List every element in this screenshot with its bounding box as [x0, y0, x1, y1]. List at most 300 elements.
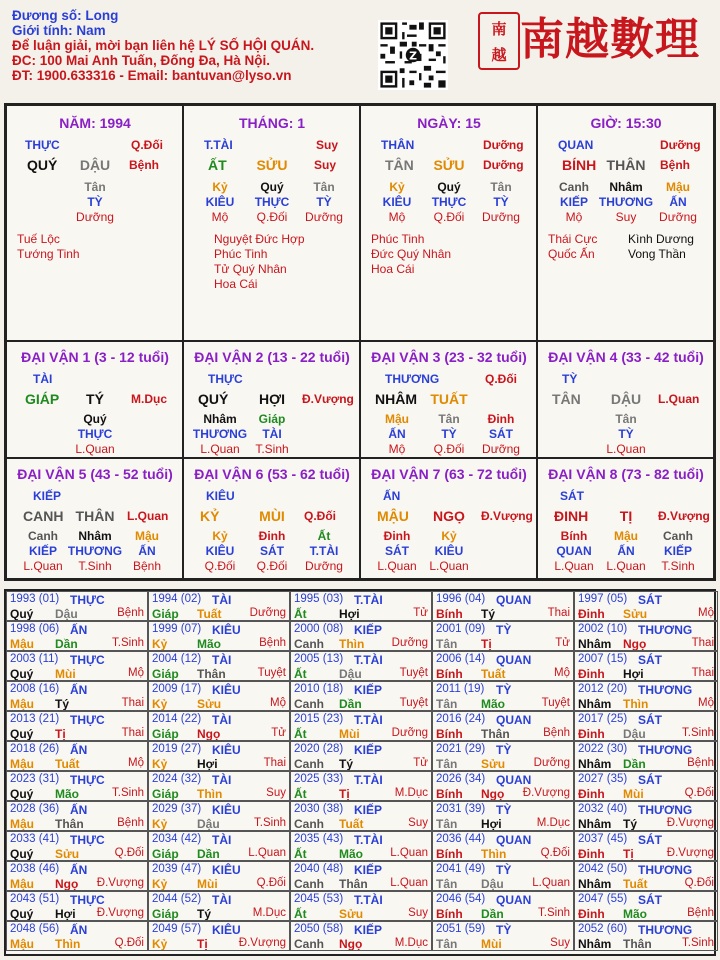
year-cell[interactable] [6, 591, 148, 621]
year-stem: Tân [436, 757, 458, 771]
year-cell[interactable] [574, 801, 718, 831]
year-god: KIÊU [212, 923, 241, 937]
year-cell[interactable] [148, 831, 290, 861]
hidden-state: L.Quan [554, 559, 594, 573]
year-label: 2000 (08) [294, 623, 344, 635]
year-god: THƯƠNG [638, 623, 693, 637]
year-cell[interactable] [6, 831, 148, 861]
year-cell[interactable] [574, 591, 718, 621]
year-god: TỲ [496, 923, 512, 937]
dai-van-8[interactable] [537, 458, 714, 579]
year-label: 1996 (04) [436, 593, 486, 605]
year-god: SÁT [638, 593, 662, 607]
seal-stamp: 南 越 [478, 12, 520, 70]
year-stem: Nhâm [578, 757, 612, 771]
year-label: 2036 (44) [436, 833, 486, 845]
year-stem: Mậu [10, 937, 34, 951]
hidden-stem: Đinh [487, 412, 515, 426]
year-state: Suy [550, 937, 570, 949]
year-god: KIẾP [354, 923, 383, 937]
year-god: KIẾP [354, 623, 383, 637]
hidden-stem: Tân [490, 180, 512, 194]
year-stem: Mậu [10, 757, 34, 771]
year-state: Dưỡng [533, 757, 570, 769]
year-god: KIẾP [354, 863, 383, 877]
year-state: Mộ [270, 697, 286, 709]
year-state: L.Quan [248, 847, 286, 859]
year-label: 2028 (36) [10, 803, 60, 815]
pillar-1[interactable] [6, 105, 183, 341]
year-branch: Hợi [197, 757, 218, 771]
star-name: Hoa Cái [371, 262, 415, 276]
year-label: 2042 (50) [578, 863, 628, 875]
year-branch: Tuất [339, 817, 364, 831]
year-stem: Kỷ [152, 697, 168, 711]
star-name: Quốc Ấn [548, 247, 595, 261]
year-label: 2046 (54) [436, 893, 486, 905]
year-label: 2031 (39) [436, 803, 486, 815]
year-cell[interactable] [148, 681, 290, 711]
year-cell[interactable] [148, 801, 290, 831]
year-cell[interactable] [432, 861, 574, 891]
hidden-stem: Tân [84, 180, 106, 194]
year-cell[interactable] [290, 711, 432, 741]
year-branch: Dậu [339, 667, 362, 681]
year-state: Đ.Vượng [96, 907, 144, 919]
year-state: Dưỡng [391, 637, 428, 649]
year-cell[interactable] [432, 621, 574, 651]
pillar-stem: ẤT [208, 157, 227, 173]
year-stem: Kỷ [152, 877, 168, 891]
hidden-god: THƯƠNG [598, 195, 654, 209]
dai-van-4[interactable] [537, 341, 714, 458]
year-label: 2022 (30) [578, 743, 628, 755]
year-state: Bệnh [117, 817, 144, 829]
year-label: 1999 (07) [152, 623, 202, 635]
year-cell[interactable] [574, 921, 718, 951]
annual-luck-grid [4, 589, 716, 956]
dai-van-stem: MẬU [377, 508, 409, 524]
year-stem: Nhâm [578, 937, 612, 951]
year-god: QUAN [496, 593, 532, 607]
dai-van-god: TÀI [33, 372, 53, 386]
dai-van-2[interactable] [183, 341, 360, 458]
year-stem: Kỷ [152, 937, 168, 951]
year-cell[interactable] [290, 591, 432, 621]
year-branch: Dậu [55, 607, 78, 621]
star-name: Hoa Cái [214, 277, 258, 291]
year-stem: Ất [294, 607, 307, 621]
year-cell[interactable] [148, 891, 290, 921]
hidden-state: Bệnh [132, 559, 162, 573]
year-label: 2019 (27) [152, 743, 202, 755]
year-cell[interactable] [148, 861, 290, 891]
year-stem: Mậu [10, 637, 34, 651]
year-cell[interactable] [290, 741, 432, 771]
year-cell[interactable] [574, 681, 718, 711]
year-label: 2044 (52) [152, 893, 202, 905]
year-state: Thai [121, 697, 144, 709]
dai-van-title: ĐẠI VẬN 5 (43 - 52 tuổi) [17, 466, 173, 482]
year-label: 2012 (20) [578, 683, 628, 695]
dai-van-state: Q.Đối [485, 372, 517, 386]
owner-gender: Giới tính: Nam [12, 23, 106, 38]
year-state: M.Dục [394, 787, 428, 799]
year-label: 2003 (11) [10, 653, 59, 665]
year-cell[interactable] [290, 771, 432, 801]
year-label: 2052 (60) [578, 923, 628, 935]
dai-van-stem: ĐINH [554, 508, 589, 524]
year-stem: Canh [294, 817, 324, 831]
year-label: 2004 (12) [152, 653, 202, 665]
year-cell[interactable] [148, 921, 290, 951]
hidden-state: L.Quan [75, 442, 115, 456]
year-cell[interactable] [6, 711, 148, 741]
dai-van-1[interactable] [6, 341, 183, 458]
year-branch: Tý [55, 697, 70, 711]
hidden-state: Dưỡng [482, 442, 520, 456]
year-god: T.TÀI [354, 593, 383, 607]
year-label: 2037 (45) [578, 833, 628, 845]
star-name: Phúc Tinh [214, 247, 268, 261]
year-cell[interactable] [148, 591, 290, 621]
hidden-god: ẤN [617, 544, 635, 558]
year-stem: Giáp [152, 847, 179, 861]
year-stem: Mậu [10, 817, 34, 831]
hidden-stem: Quý [83, 412, 107, 426]
hidden-stem: Kỷ [212, 180, 228, 194]
year-label: 2041 (49) [436, 863, 486, 875]
year-cell[interactable] [574, 621, 718, 651]
year-branch: Ngọ [55, 877, 79, 891]
year-branch: Mùi [481, 937, 502, 951]
year-label: 2017 (25) [578, 713, 628, 725]
pillar-3[interactable] [360, 105, 537, 341]
year-state: Thai [121, 727, 144, 739]
year-cell[interactable] [148, 741, 290, 771]
year-god: KIÊU [212, 743, 241, 757]
year-branch: Tuất [623, 877, 648, 891]
year-branch: Hợi [623, 667, 644, 681]
dai-van-god: TỲ [562, 372, 578, 386]
year-branch: Sửu [55, 847, 80, 861]
year-branch: Thân [197, 667, 226, 681]
dai-van-branch: TỊ [619, 508, 633, 524]
year-god: T.TÀI [354, 653, 383, 667]
year-state: Tử [413, 757, 428, 769]
dai-van-branch: TÝ [86, 391, 104, 407]
year-branch: Dậu [197, 817, 220, 831]
year-state: L.Quan [390, 877, 428, 889]
pillar-2[interactable] [183, 105, 360, 341]
year-cell[interactable] [6, 741, 148, 771]
hidden-stem: Đinh [383, 529, 411, 543]
dai-van-title: ĐẠI VẬN 4 (33 - 42 tuổi) [548, 349, 704, 365]
year-label: 2024 (32) [152, 773, 202, 785]
star-name: Kình Dương [628, 232, 694, 246]
year-state: Tử [271, 727, 286, 739]
dai-van-5[interactable] [6, 458, 183, 579]
year-stem: Quý [10, 907, 34, 921]
pillar-status: Dưỡng [483, 158, 524, 172]
year-branch: Thân [623, 937, 652, 951]
year-branch: Tị [339, 787, 350, 801]
hidden-state: Dưỡng [76, 210, 114, 224]
pillar-4[interactable] [537, 105, 714, 341]
year-stem: Đinh [578, 787, 605, 801]
year-branch: Sửu [623, 607, 648, 621]
year-cell[interactable] [432, 921, 574, 951]
year-label: 2010 (18) [294, 683, 344, 695]
year-branch: Tý [339, 757, 354, 771]
contact-address: ĐC: 100 Mai Anh Tuấn, Đống Đa, Hà Nội. [12, 53, 271, 68]
hidden-stem: Quý [260, 180, 284, 194]
year-state: Đ.Vượng [522, 787, 570, 799]
pillar-state: Dưỡng [660, 138, 701, 152]
year-cell[interactable] [574, 711, 718, 741]
year-stem: Bính [436, 907, 463, 921]
year-branch: Tý [481, 607, 496, 621]
year-state: Mộ [128, 667, 144, 679]
year-god: TÀI [212, 713, 232, 727]
hidden-state: L.Quan [606, 442, 646, 456]
hidden-state: Dưỡng [305, 559, 343, 573]
hidden-stem: Canh [663, 529, 693, 543]
year-branch: Thân [339, 877, 368, 891]
year-branch: Tuất [197, 607, 222, 621]
year-god: QUAN [496, 833, 532, 847]
year-state: Q.Đối [114, 847, 144, 859]
year-state: Q.Đối [684, 877, 714, 889]
hidden-stem: Kỷ [441, 529, 457, 543]
year-god: QUAN [496, 893, 532, 907]
year-state: Suy [266, 787, 286, 799]
year-state: Tuyệt [541, 697, 570, 709]
hidden-god: TỲ [618, 427, 634, 441]
year-god: ẤN [70, 743, 88, 757]
hidden-god: SÁT [260, 544, 284, 558]
year-cell[interactable] [6, 681, 148, 711]
star-name: Tướng Tinh [17, 247, 80, 261]
hidden-stem: Nhâm [203, 412, 237, 426]
hidden-state: L.Quan [377, 559, 417, 573]
year-state: Tử [413, 607, 428, 619]
year-god: SÁT [638, 893, 662, 907]
year-cell[interactable] [432, 801, 574, 831]
year-stem: Ất [294, 727, 307, 741]
year-cell[interactable] [290, 831, 432, 861]
year-stem: Mậu [10, 877, 34, 891]
pillar-branch: SỬU [256, 157, 288, 173]
year-god: SÁT [638, 713, 662, 727]
dai-van-title: ĐẠI VẬN 2 (13 - 22 tuổi) [194, 349, 350, 365]
star-name: Phúc Tinh [371, 232, 425, 246]
year-state: Bệnh [687, 757, 714, 769]
hidden-god: KIẾP [28, 544, 58, 558]
dai-van-stem: GIÁP [25, 391, 60, 407]
year-state: T.Sinh [254, 817, 286, 829]
year-cell[interactable] [6, 621, 148, 651]
dai-van-title: ĐẠI VẬN 6 (53 - 62 tuổi) [194, 466, 350, 482]
year-cell[interactable] [432, 831, 574, 861]
hidden-god: SÁT [489, 427, 513, 441]
hidden-stem: Nhâm [609, 180, 643, 194]
year-stem: Tân [436, 877, 458, 891]
year-cell[interactable] [574, 741, 718, 771]
year-cell[interactable] [148, 651, 290, 681]
year-state: M.Dục [252, 907, 286, 919]
year-label: 2016 (24) [436, 713, 486, 725]
year-cell[interactable] [148, 621, 290, 651]
dai-van-stem: TÂN [552, 391, 581, 407]
hidden-state: Q.Đối [256, 210, 288, 224]
year-god: ẤN [70, 863, 88, 877]
year-stem: Bính [436, 847, 463, 861]
year-branch: Thìn [197, 787, 223, 801]
year-god: THỰC [70, 593, 105, 607]
year-cell[interactable] [290, 681, 432, 711]
year-stem: Bính [436, 727, 463, 741]
dai-van-branch: HỢI [259, 391, 285, 407]
year-stem: Canh [294, 697, 324, 711]
year-cell[interactable] [290, 621, 432, 651]
year-label: 2035 (43) [294, 833, 344, 845]
hidden-state: Q.Đối [204, 559, 236, 573]
year-cell[interactable] [574, 651, 718, 681]
year-label: 2015 (23) [294, 713, 344, 725]
year-state: Suy [408, 817, 428, 829]
year-branch: Ngọ [197, 727, 221, 741]
year-cell[interactable] [290, 921, 432, 951]
year-branch: Dần [481, 907, 504, 921]
year-stem: Tân [436, 637, 458, 651]
year-cell[interactable] [574, 771, 718, 801]
year-cell[interactable] [574, 861, 718, 891]
year-label: 2027 (35) [578, 773, 628, 785]
year-cell[interactable] [432, 711, 574, 741]
year-stem: Đinh [578, 667, 605, 681]
year-cell[interactable] [574, 831, 718, 861]
year-cell[interactable] [574, 891, 718, 921]
year-god: TỲ [496, 743, 512, 757]
year-label: 2034 (42) [152, 833, 202, 845]
year-cell[interactable] [432, 741, 574, 771]
year-cell[interactable] [432, 771, 574, 801]
year-stem: Nhâm [578, 877, 612, 891]
hidden-stem: Kỷ [212, 529, 228, 543]
year-god: THƯƠNG [638, 863, 693, 877]
year-god: SÁT [638, 653, 662, 667]
year-cell[interactable] [432, 591, 574, 621]
year-god: SÁT [638, 833, 662, 847]
year-cell[interactable] [290, 891, 432, 921]
dai-van-7[interactable] [360, 458, 537, 579]
hidden-god: ẤN [669, 195, 687, 209]
dai-van-stem: KỶ [200, 508, 220, 524]
hidden-god: TỲ [441, 427, 457, 441]
year-branch: Hợi [55, 907, 76, 921]
year-state: Đ.Vượng [666, 847, 714, 859]
year-state: Q.Đối [684, 787, 714, 799]
pillar-branch: SỬU [433, 157, 465, 173]
year-cell[interactable] [290, 801, 432, 831]
year-cell[interactable] [290, 651, 432, 681]
hidden-stem: Canh [559, 180, 589, 194]
year-branch: Thìn [55, 937, 81, 951]
hidden-god: THƯƠNG [67, 544, 123, 558]
year-label: 2043 (51) [10, 893, 60, 905]
dai-van-title: ĐẠI VẬN 7 (63 - 72 tuổi) [371, 466, 527, 482]
year-cell[interactable] [148, 771, 290, 801]
hidden-god: THỰC [431, 195, 467, 209]
year-label: 2011 (19) [436, 683, 485, 695]
pillar-stem: QUÝ [27, 157, 58, 173]
year-branch: Dần [55, 637, 78, 651]
year-cell[interactable] [6, 651, 148, 681]
hidden-state: Dưỡng [482, 210, 520, 224]
hidden-state: T.Sinh [78, 559, 112, 573]
year-cell[interactable] [6, 771, 148, 801]
year-cell[interactable] [6, 801, 148, 831]
year-label: 2038 (46) [10, 863, 60, 875]
year-cell[interactable] [6, 861, 148, 891]
year-cell[interactable] [432, 651, 574, 681]
year-label: 2007 (15) [578, 653, 628, 665]
hidden-stem: Mậu [135, 529, 159, 543]
year-cell[interactable] [6, 921, 148, 951]
hidden-state: Suy [615, 210, 637, 224]
star-name: Tử Quý Nhân [214, 262, 287, 276]
year-branch: Dần [197, 847, 220, 861]
year-state: Mộ [554, 667, 570, 679]
year-god: TỲ [496, 803, 512, 817]
year-cell[interactable] [6, 891, 148, 921]
dai-van-status: Q.Đối [304, 509, 336, 523]
year-state: Dưỡng [391, 727, 428, 739]
year-state: Mộ [698, 697, 714, 709]
year-label: 2001 (09) [436, 623, 486, 635]
year-cell[interactable] [290, 861, 432, 891]
pillar-state: Q.Đối [131, 138, 163, 152]
hidden-god: KIÊU [205, 544, 235, 558]
dai-van-status: Đ.Vượng [481, 509, 533, 523]
year-stem: Nhâm [578, 817, 612, 831]
year-stem: Ất [294, 667, 307, 681]
year-cell[interactable] [148, 711, 290, 741]
year-state: T.Sinh [112, 637, 144, 649]
dai-van-6[interactable] [183, 458, 360, 579]
year-state: Q.Đối [256, 877, 286, 889]
year-label: 2039 (47) [152, 863, 202, 875]
hidden-god: ẤN [138, 544, 156, 558]
brand-logo [520, 8, 716, 72]
year-state: M.Dục [536, 817, 570, 829]
brand-logo-text: 南越數理 [520, 14, 700, 65]
year-label: 2013 (21) [10, 713, 60, 725]
hidden-god: TÀI [262, 427, 282, 441]
year-god: TÀI [212, 893, 232, 907]
year-label: 2009 (17) [152, 683, 202, 695]
hidden-stem: Mậu [385, 412, 409, 426]
year-cell[interactable] [432, 891, 574, 921]
dai-van-3[interactable] [360, 341, 537, 458]
year-label: 2032 (40) [578, 803, 628, 815]
hidden-state: Mộ [388, 442, 406, 456]
year-label: 2026 (34) [436, 773, 486, 785]
qr-code-icon[interactable] [378, 20, 448, 90]
year-label: 2050 (58) [294, 923, 344, 935]
year-cell[interactable] [432, 681, 574, 711]
